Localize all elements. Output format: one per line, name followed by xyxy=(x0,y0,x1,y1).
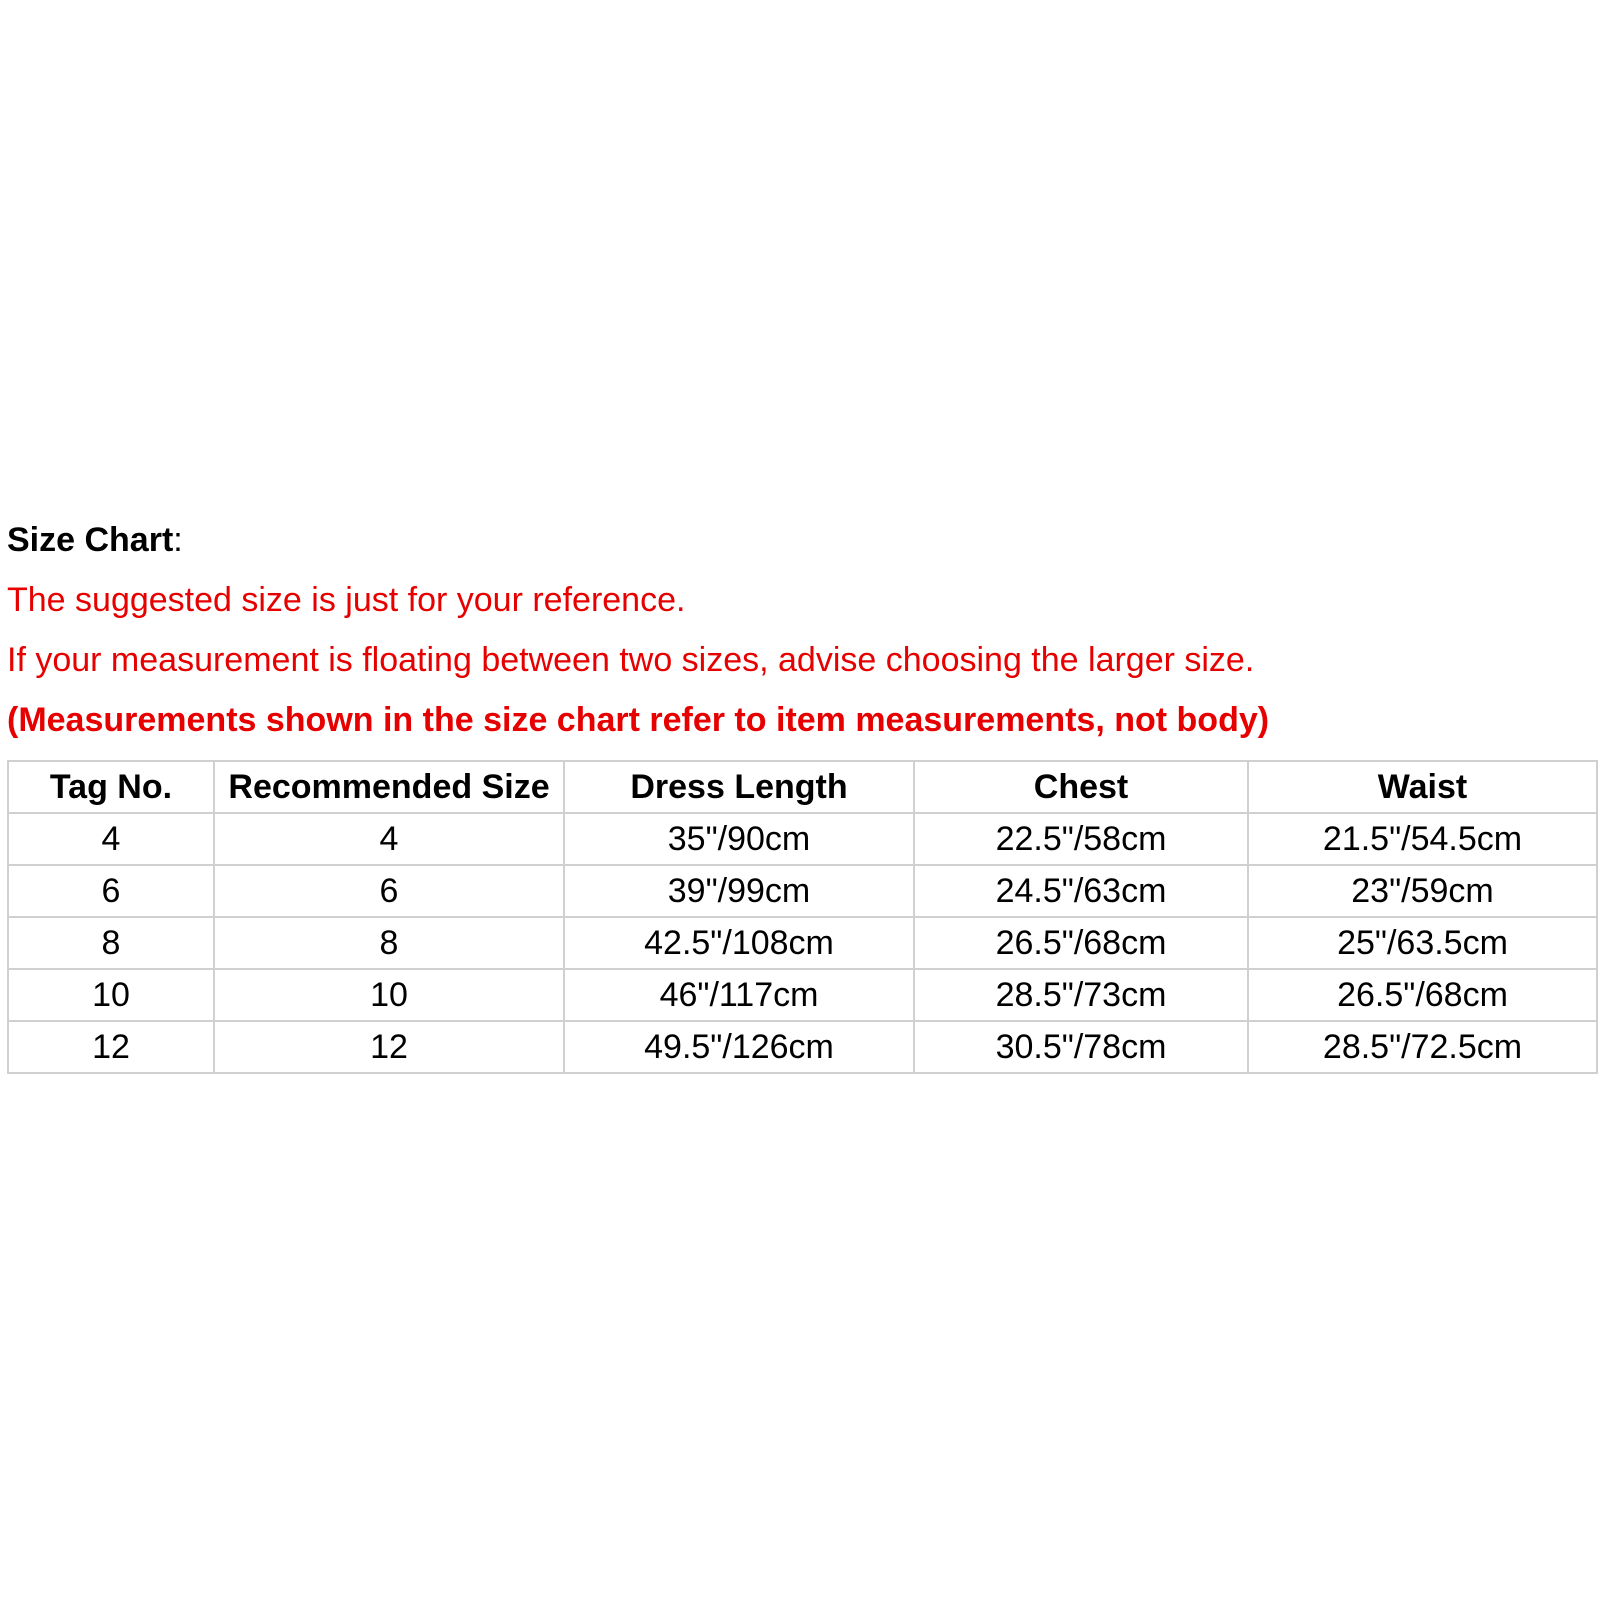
cell-dress-length: 49.5"/126cm xyxy=(564,1021,914,1073)
reference-note: The suggested size is just for your reference. xyxy=(7,581,686,619)
cell-waist: 21.5"/54.5cm xyxy=(1248,813,1597,865)
cell-tag-no: 12 xyxy=(8,1021,214,1073)
cell-waist: 28.5"/72.5cm xyxy=(1248,1021,1597,1073)
cell-chest: 22.5"/58cm xyxy=(914,813,1248,865)
sizing-advice-note: If your measurement is floating between two sizes, advise choosing the larger size. xyxy=(7,641,1255,679)
table-row xyxy=(8,813,1597,865)
cell-recommended-size: 10 xyxy=(214,969,564,1021)
size-chart-heading xyxy=(7,520,183,560)
cell-tag-no: 6 xyxy=(8,865,214,917)
cell-waist: 23"/59cm xyxy=(1248,865,1597,917)
table-row xyxy=(8,969,1597,1021)
header-dress-length: Dress Length xyxy=(564,761,914,813)
header-waist: Waist xyxy=(1248,761,1597,813)
table-row xyxy=(8,917,1597,969)
cell-tag-no: 8 xyxy=(8,917,214,969)
header-recommended-size: Recommended Size xyxy=(214,761,564,813)
cell-recommended-size: 4 xyxy=(214,813,564,865)
cell-recommended-size: 12 xyxy=(214,1021,564,1073)
cell-chest: 30.5"/78cm xyxy=(914,1021,1248,1073)
cell-tag-no: 4 xyxy=(8,813,214,865)
size-chart-title: Size Chart xyxy=(7,521,174,559)
cell-dress-length: 46"/117cm xyxy=(564,969,914,1021)
cell-dress-length: 39"/99cm xyxy=(564,865,914,917)
size-chart-title-colon: : xyxy=(173,521,183,559)
header-chest: Chest xyxy=(914,761,1248,813)
cell-recommended-size: 6 xyxy=(214,865,564,917)
cell-recommended-size: 8 xyxy=(214,917,564,969)
cell-tag-no: 10 xyxy=(8,969,214,1021)
cell-chest: 24.5"/63cm xyxy=(914,865,1248,917)
measurement-disclaimer: (Measurements shown in the size chart refer to item measurements, not body) xyxy=(7,701,1270,739)
cell-chest: 26.5"/68cm xyxy=(914,917,1248,969)
cell-waist: 26.5"/68cm xyxy=(1248,969,1597,1021)
table-row xyxy=(8,1021,1597,1073)
cell-dress-length: 35"/90cm xyxy=(564,813,914,865)
cell-dress-length: 42.5"/108cm xyxy=(564,917,914,969)
table-header-row xyxy=(8,761,1597,813)
table-row xyxy=(8,865,1597,917)
header-tag-no: Tag No. xyxy=(8,761,214,813)
size-table xyxy=(7,760,1598,1074)
cell-chest: 28.5"/73cm xyxy=(914,969,1248,1021)
cell-waist: 25"/63.5cm xyxy=(1248,917,1597,969)
